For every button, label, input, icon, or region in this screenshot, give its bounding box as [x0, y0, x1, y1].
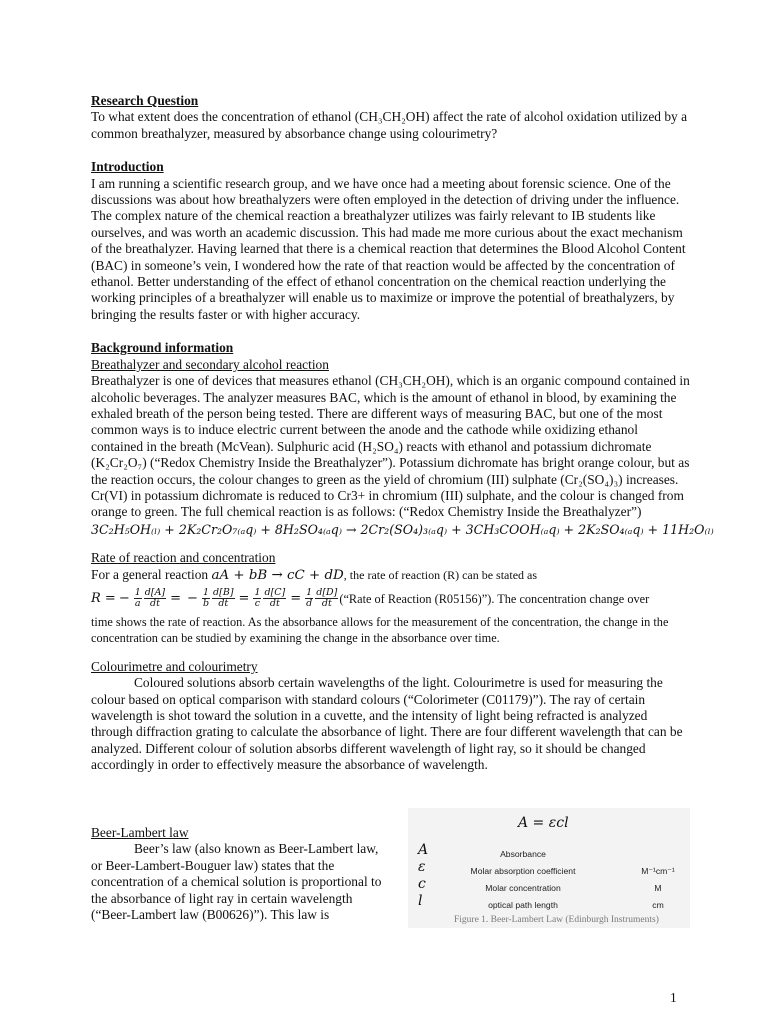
beer-lambert-section	[91, 825, 391, 923]
figure-term-unit: M	[654, 883, 662, 893]
figure-symbol: ε	[418, 859, 426, 875]
introduction-text: I am running a scientific research group, and we have once had a meeting about forensic science. One of the discussions was about how breathalyzers were often employed in the detection of driving under the influence. The complex nature of the chemical reaction a breathalyzer utilizes was fairly relevant to IB students like ourselves, and was worth an academic discussion. This had made me more curious about the exact mechanism of the breathalyzer. Having learned that there is a chemical reaction that determines the Blood Alcohol Content (BAC) in someone’s vein, I wondered how the rate of that reaction would be affected by the concentration of ethanol. Better understanding of the effect of ethanol concentration on the chemical reaction underlying the working principles of a breathalyzer will enable us to maximize or improve the potential of breathalyzers, by bringing the results faster or with higher accuracy.	[91, 175, 686, 322]
figure-caption: Figure 1. Beer-Lambert Law (Edinburgh Instruments)	[454, 915, 659, 925]
spacer	[91, 142, 691, 159]
beer-lambert-subheading: Beer-Lambert law	[91, 825, 189, 840]
page-number: 1	[670, 990, 677, 1005]
fraction-one-over-b: $\frac{1}{b}$	[202, 587, 210, 610]
spacer	[91, 323, 691, 340]
fraction-dC-dt: $\frac{d[C]}{dt}$	[264, 587, 286, 610]
figure-term-unit: cm	[652, 900, 664, 910]
general-reaction-prefix: For a general reaction	[91, 566, 212, 582]
fraction-one-over-a: $\frac{1}{a}$	[134, 587, 141, 610]
general-reaction-equation: aA + bB → cC + dD	[211, 567, 344, 583]
beer-lambert-text: Beer’s law (also known as Beer-Lambert law, or Beer-Lambert-Bouguer law) states that the concentration of a chemical solution is proportional to the absorbance of light ray in certain wavelength (“Beer-Lambert law (B00626)”). This law is	[91, 841, 382, 923]
document-body	[91, 93, 714, 774]
rate-lhs: R =	[91, 590, 116, 606]
fraction-one-over-d: $\frac{1}{d}$	[306, 587, 313, 610]
figure-term-name: Molar concentration	[485, 883, 561, 893]
minus-sign: −	[118, 590, 130, 606]
background-heading: Background information	[91, 340, 234, 356]
general-reaction-line	[91, 567, 691, 584]
fraction-dA-dt: $\frac{d[A]}{dt}$	[144, 587, 166, 610]
fraction-dD-dt: $\frac{d[D]}{dt}$	[316, 587, 338, 610]
spacer	[91, 647, 691, 659]
figure-symbol: l	[418, 893, 423, 909]
figure-symbol: A	[418, 842, 429, 858]
rate-text: time shows the rate of reaction. As the absorbance allows for the measurement of the concentration, the change in the concentration can be studied by examining the change in the absorbance over time.	[91, 614, 669, 646]
colourimetry-subheading: Colourimetre and colourimetry	[91, 658, 258, 674]
research-question-heading: Research Question	[91, 93, 199, 108]
figure-symbol: c	[418, 876, 426, 892]
equals-sign: =	[290, 590, 302, 606]
beer-lambert-figure	[408, 808, 690, 928]
rate-citation: (“Rate of Reaction (R05156)”). The concentration change over	[339, 591, 650, 606]
equals-sign: =	[238, 590, 250, 606]
figure-term-name: optical path length	[488, 900, 558, 910]
figure-equation: A = εcl	[518, 815, 569, 831]
redox-equation: 3C₂H₅OH₍ₗ₎ + 2K₂Cr₂O₇₍ₐq₎ + 8H₂SO₄₍ₐq₎ → 2Cr₂(SO₄)₃₍ₐq₎ + 3CH₃COOH₍ₐq₎ + 2K₂SO₄₍ₐq₎ + 11H₂O₍ₗ₎	[91, 521, 714, 537]
figure-row-molar-absorption	[408, 859, 690, 878]
figure-term-name: Absorbance	[500, 849, 546, 859]
research-question-text: To what extent does the concentration of ethanol (CH₃CH₂OH) affect the rate of alcohol oxidation utilized by a common breathalyzer, measured by absorbance change using colourimetry?	[91, 109, 688, 141]
equals-sign: =	[170, 590, 182, 606]
introduction-heading: Introduction	[91, 159, 164, 175]
figure-row-path-length	[408, 893, 690, 912]
minus-sign: −	[187, 590, 198, 606]
figure-row-molar-concentration	[408, 876, 690, 895]
fraction-dB-dt: $\frac{d[B]}{dt}$	[213, 587, 234, 610]
general-reaction-suffix: , the rate of reaction (R) can be stated as	[343, 567, 538, 582]
colourimetry-text: Coloured solutions absorb certain wavelengths of the light. Colourimetre is used for measuring the colour based on optical comparison with standard colours (“Colorimeter (C01179)”). The ray of certain wavelength is shot toward the solution in a cuvette, and the intensity of light being refracted is analyzed through diffraction grating to calculate the absorbance of light. There are four different wavelength that can be analyzed. Different colour of solution absorbs different wavelength of light ray, so it should be changed accordingly in order to effectively measure the absorbance of wavelength.	[91, 675, 683, 773]
rate-equation	[91, 584, 691, 614]
figure-term-name: Molar absorption coefficient	[470, 866, 576, 876]
figure-row-absorbance	[408, 842, 690, 861]
figure-term-unit: M⁻¹cm⁻¹	[641, 866, 675, 876]
fraction-one-over-c: $\frac{1}{c}$	[254, 587, 261, 610]
spacer	[91, 538, 691, 550]
breathalyzer-text: Breathalyzer is one of devices that measures ethanol (CH₃CH₂OH), which is an organic compound contained in alcoholic beverages. The analyzer measures BAC, which is the amount of ethanol in blood, by examining the exhaled breath of the person being tested. There are different ways of measuring BAC, but one of the most common ways is to induce electric current between the anode and the cathode while oxidizing ethanol contained in the breath (McVean). Sulphuric acid (H₂SO₄) reacts with ethanol and potassium dichromate (K₂Cr₂O₇) (“Redox Chemistry Inside the Breathalyzer”). Potassium dichromate has bright orange colour, but as the reaction occurs, the colour changes to green as the yield of chromium (III) sulphate (Cr₂(SO₄)₃) increases. Cr(VI) in potassium dichromate is reduced to Cr3+ in chromium (III) sulphate, and the colour is changed from orange to green. The full chemical reaction is as follows: (“Redox Chemistry Inside the Breathalyzer”)	[91, 373, 690, 520]
breathalyzer-subheading: Breathalyzer and secondary alcohol reaction	[91, 356, 329, 372]
rate-subheading: Rate of reaction and concentration	[91, 550, 276, 566]
